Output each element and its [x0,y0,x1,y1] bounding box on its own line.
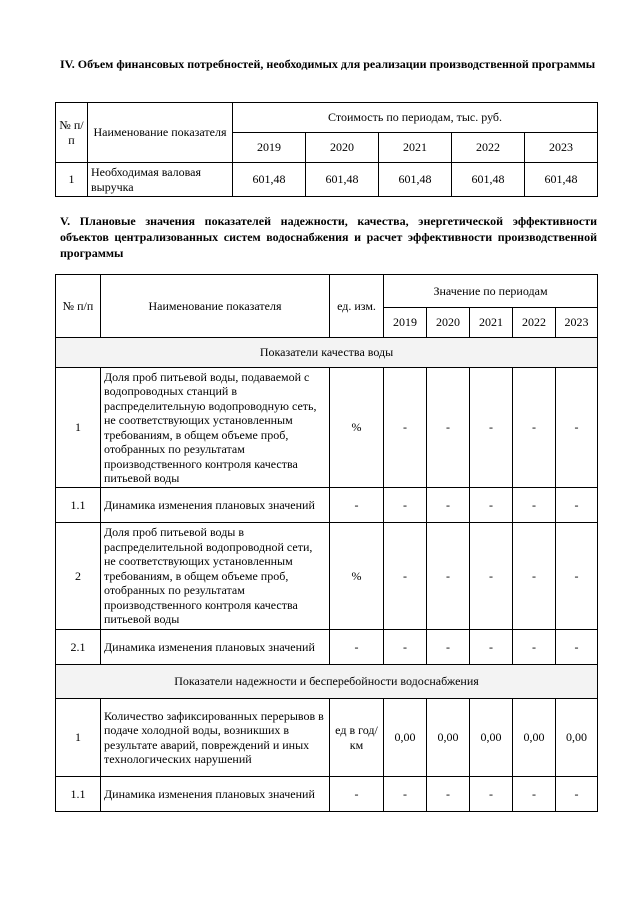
year-header: 2020 [306,133,379,163]
row-value: 601,48 [525,163,598,197]
row-value: - [513,523,556,630]
row-value: 0,00 [470,699,513,777]
row-num: 1 [56,699,101,777]
row-num: 1 [56,368,101,488]
row-value: - [556,630,598,665]
row-value: - [427,777,470,812]
section-v-title: V. Плановые значения показателей надежности, качества, энергетической эффективности объектов централизованных систем водоснабжения и расчет эффективности производственной программы [60,214,597,260]
row-value: - [556,368,598,488]
row-name: Динамика изменения плановых значений [101,777,330,812]
row-value: - [427,368,470,488]
row-value: - [384,488,427,523]
row-name: Необходимая валовая выручка [88,163,233,197]
row-value: - [470,630,513,665]
row-value: - [556,777,598,812]
row-num: 1 [56,163,88,197]
row-unit: % [330,523,384,630]
table-row [56,368,598,488]
row-value: - [513,630,556,665]
row-num: 2 [56,523,101,630]
year-header: 2020 [427,308,470,338]
group-title-reliability: Показатели надежности и бесперебойности водоснабжения [56,665,598,699]
row-value: - [384,523,427,630]
row-unit: % [330,368,384,488]
row-value: - [556,523,598,630]
row-value: - [513,777,556,812]
row-value: - [470,777,513,812]
row-value: 601,48 [233,163,306,197]
row-name: Динамика изменения плановых значений [101,630,330,665]
row-value: 0,00 [513,699,556,777]
row-value: 0,00 [556,699,598,777]
table-row [56,163,598,197]
row-value: - [384,777,427,812]
row-value: - [427,630,470,665]
row-name: Доля проб питьевой воды, подаваемой с водопроводных станций в распределительную водопроводную сеть, не соответствующих установленным требованиям, в общем объеме проб, отобранных по результатам производственного контроля качества питьевой воды [101,368,330,488]
row-value: - [384,368,427,488]
row-name: Динамика изменения плановых значений [101,488,330,523]
row-unit: ед в год/ км [330,699,384,777]
year-header: 2022 [513,308,556,338]
row-value: - [513,368,556,488]
table-row [56,630,598,665]
indicators-table [55,274,598,812]
row-name: Доля проб питьевой воды в распределительной водопроводной сети, не соответствующих установленным требованиям, в общем объеме проб, отобранных по результатам производственного контроля качества питьевой воды [101,523,330,630]
row-unit: - [330,488,384,523]
row-value: - [384,630,427,665]
year-header: 2021 [379,133,452,163]
row-value: - [427,488,470,523]
row-name: Количество зафиксированных перерывов в подаче холодной воды, возникших в результате аварий, повреждений и иных технологических нарушений [101,699,330,777]
col-header-periods: Значение по периодам [384,275,598,308]
section-iv-title: IV. Объем финансовых потребностей, необходимых для реализации производственной программы [60,57,596,71]
col-header-name: Наименование показателя [88,103,233,163]
row-num: 2.1 [56,630,101,665]
year-header: 2023 [525,133,598,163]
table-row [56,523,598,630]
col-header-name: Наименование показателя [101,275,330,338]
col-header-cost: Стоимость по периодам, тыс. руб. [233,103,598,133]
row-value: - [470,368,513,488]
year-header: 2022 [452,133,525,163]
row-unit: - [330,777,384,812]
col-header-num: № п/п [56,275,101,338]
row-value: - [470,488,513,523]
row-value: - [556,488,598,523]
col-header-unit: ед. изм. [330,275,384,338]
row-num: 1.1 [56,488,101,523]
row-value: 601,48 [379,163,452,197]
row-value: - [470,523,513,630]
row-value: 0,00 [384,699,427,777]
row-value: 601,48 [306,163,379,197]
row-value: - [513,488,556,523]
row-unit: - [330,630,384,665]
row-num: 1.1 [56,777,101,812]
group-title-water-quality: Показатели качества воды [56,338,598,368]
year-header: 2019 [233,133,306,163]
col-header-num: № п/п [56,103,88,163]
financial-needs-table [55,102,598,197]
row-value: - [427,523,470,630]
year-header: 2023 [556,308,598,338]
table-row [56,777,598,812]
table-row [56,488,598,523]
year-header: 2019 [384,308,427,338]
year-header: 2021 [470,308,513,338]
row-value: 601,48 [452,163,525,197]
table-row [56,699,598,777]
row-value: 0,00 [427,699,470,777]
